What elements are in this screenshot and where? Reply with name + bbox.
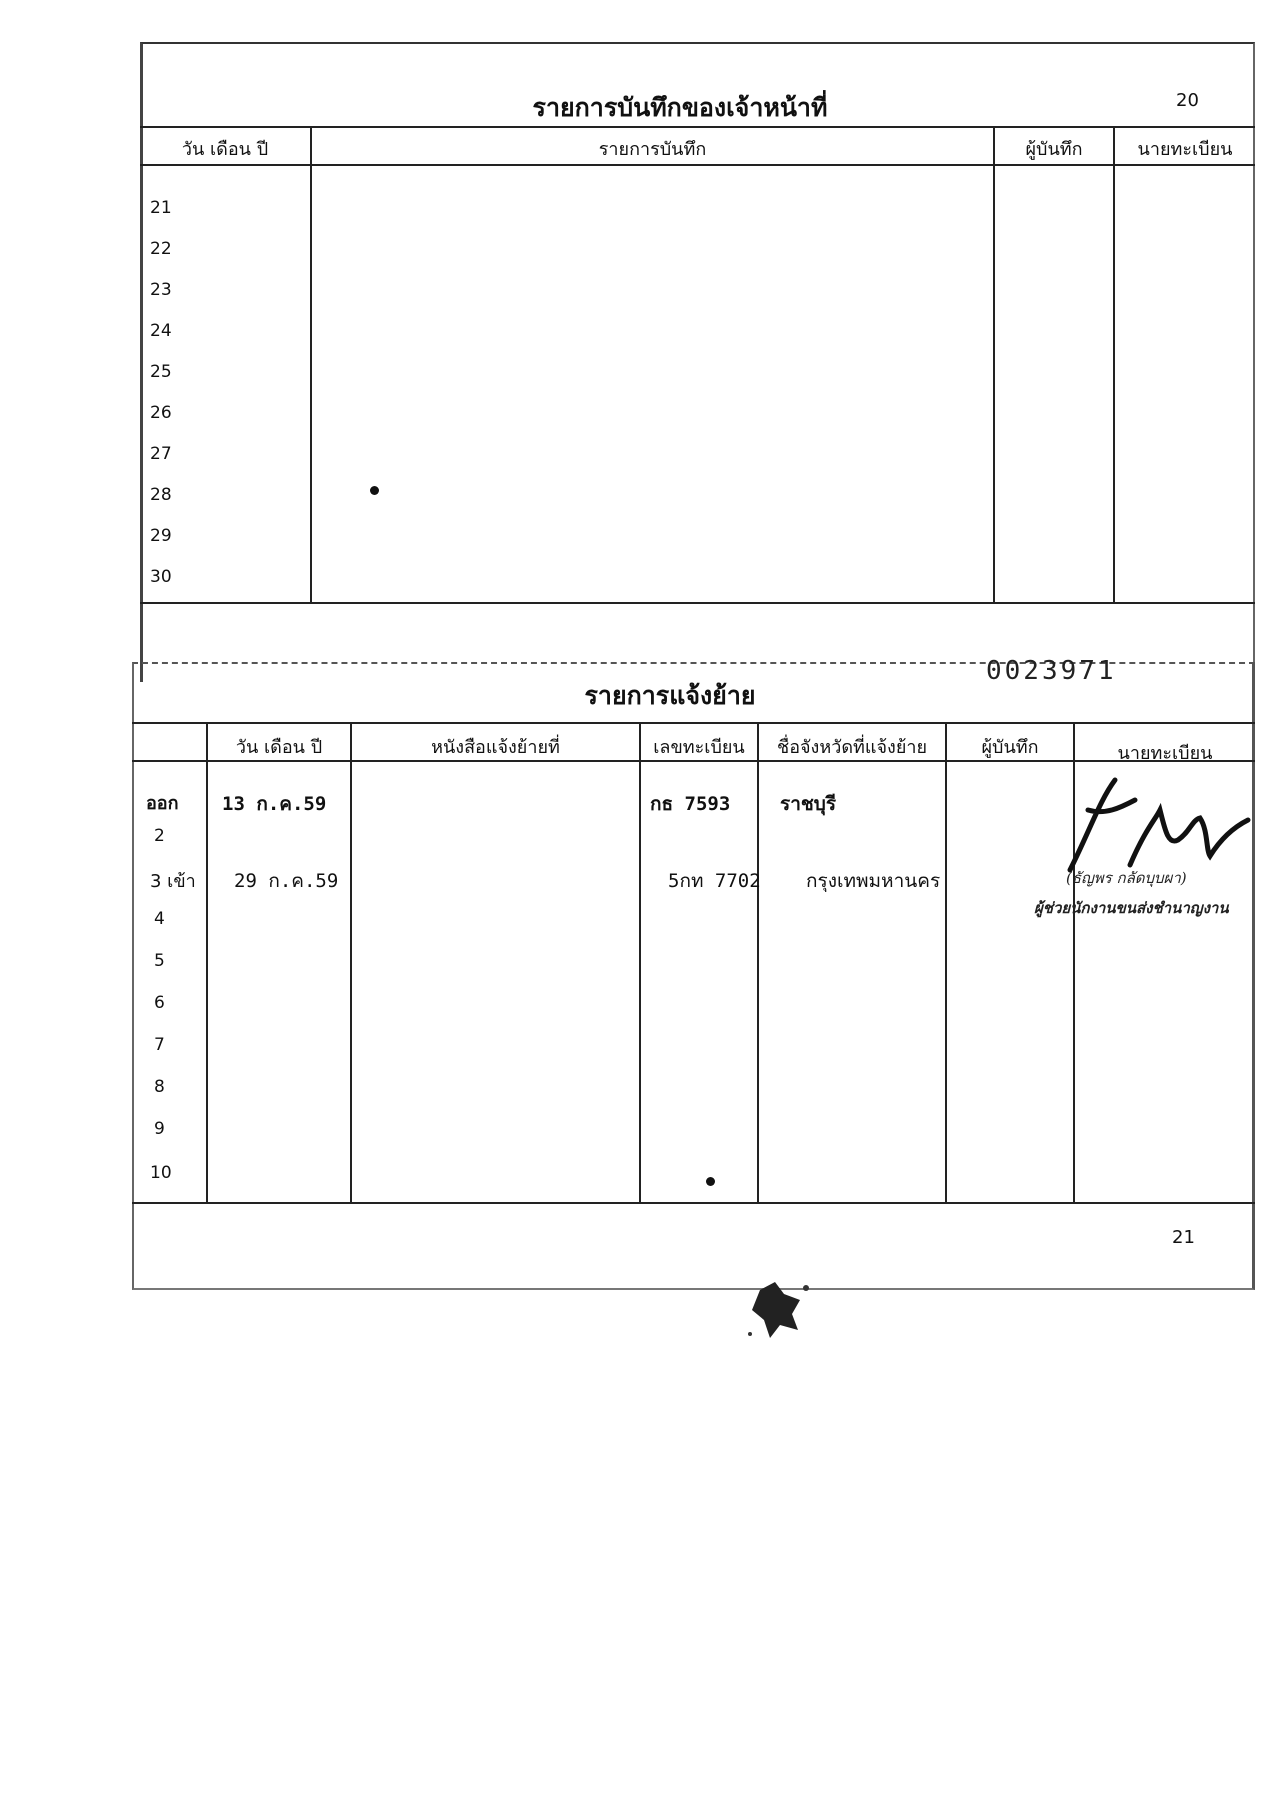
stamp-official-name: (ธัญพร กลัดบุบผา) [1066,869,1187,887]
relocation-row-label: 9 [154,1119,165,1139]
officer-table-header-border [140,164,1255,166]
relocation-row-plate: 5กท 7702 [668,870,761,892]
relocation-header-registrar: นายทะเบียน [1117,743,1213,764]
stamp-official-position: ผู้ช่วยนักงานขนส่งชำนาญงาน [1034,899,1229,917]
relocation-row-label: 3 เข้า [150,871,196,892]
relocation-row-label: 8 [154,1077,165,1097]
officer-row-number: 29 [150,526,172,546]
officer-col-divider-2 [993,126,995,602]
officer-row-number: 22 [150,239,172,259]
relocation-row-date: 29 ก.ค.59 [234,870,339,892]
relocation-col-divider-2 [350,722,352,1202]
ink-blot [740,1270,820,1350]
relocation-col-divider-1 [206,722,208,1202]
relocation-col-divider-3 [639,722,641,1202]
relocation-header-letter-no: หนังสือแจ้งย้ายที่ [431,737,560,758]
relocation-row-date: 13 ก.ค.59 [222,793,327,815]
relocation-row-label: 10 [150,1163,172,1183]
ink-speck [370,486,379,495]
relocation-col-divider-4 [757,722,759,1202]
relocation-row-label: 7 [154,1035,165,1055]
relocation-row-province: ราชบุรี [780,793,837,815]
relocation-row-label: 5 [154,951,165,971]
officer-header-recorder: ผู้บันทึก [1025,139,1083,160]
document-serial-number: 0023971 [986,656,1117,686]
officer-col-divider-1 [310,126,312,602]
officer-table-top-border [140,126,1255,128]
officer-header-entry: รายการบันทึก [598,139,707,160]
relocation-record-title: รายการแจ้งย้าย [584,681,756,710]
relocation-header-plate-no: เลขทะเบียน [653,737,745,758]
officer-header-registrar: นายทะเบียน [1137,139,1233,160]
officer-row-number: 27 [150,444,172,464]
relocation-row-label: 4 [154,909,165,929]
relocation-header-date: วัน เดือน ปี [235,737,323,758]
ink-speck [706,1177,715,1186]
relocation-row-province: กรุงเทพมหานคร [806,870,941,892]
officer-row-number: 30 [150,567,172,587]
relocation-table-bottom-border [132,1202,1255,1204]
relocation-table-top-border [132,722,1255,724]
relocation-header-recorder: ผู้บันทึก [981,737,1039,758]
relocation-record-page-number: 21 [1172,1227,1195,1248]
registrar-signature [1060,770,1260,880]
relocation-row-label: 2 [154,826,165,846]
officer-header-date: วัน เดือน ปี [181,139,269,160]
officer-row-number: 24 [150,321,172,341]
officer-record-page-number: 20 [1176,90,1199,111]
relocation-col-divider-5 [945,722,947,1202]
relocation-row-label: ออก [146,793,179,814]
officer-row-number: 23 [150,280,172,300]
relocation-row-label: 6 [154,993,165,1013]
officer-col-divider-3 [1113,126,1115,602]
officer-row-number: 26 [150,403,172,423]
officer-record-title: รายการบันทึกของเจ้าหน้าที่ [532,93,828,122]
relocation-row-plate: กธ 7593 [650,793,731,815]
officer-table-bottom-border [140,602,1255,604]
officer-row-number: 28 [150,485,172,505]
officer-row-number: 25 [150,362,172,382]
officer-row-number: 21 [150,198,172,218]
relocation-header-province: ชื่อจังหวัดที่แจ้งย้าย [776,737,928,758]
